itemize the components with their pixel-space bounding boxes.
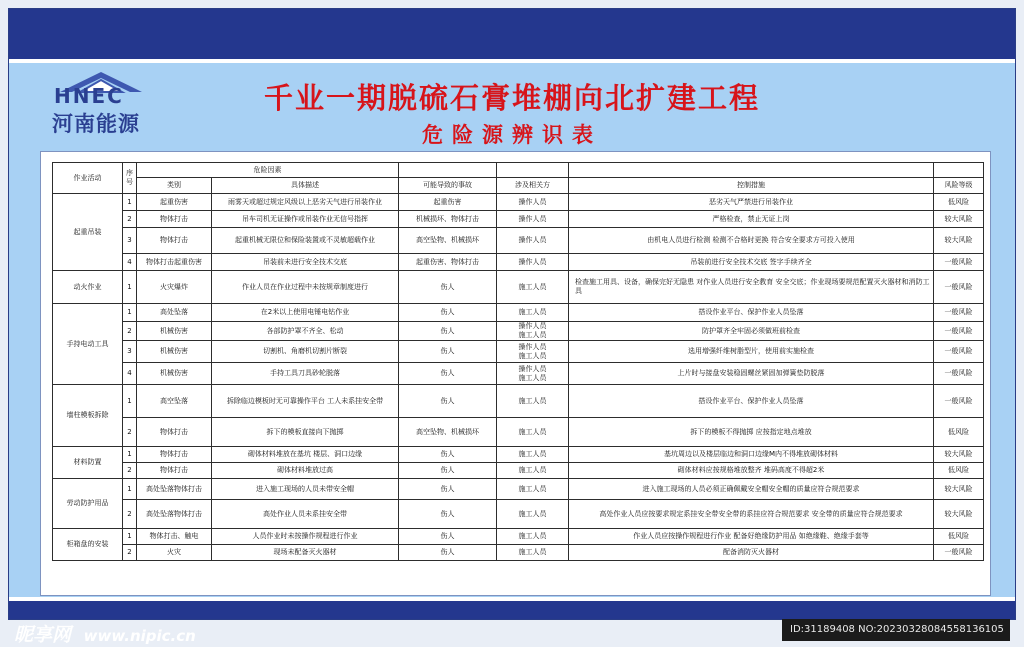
activity-cell: 墙柱模板拆除 — [53, 385, 123, 447]
accident-cell: 高空坠物、机械损坏 — [399, 418, 497, 447]
table-row — [53, 341, 984, 363]
accident-cell: 伤人 — [399, 463, 497, 479]
seq-cell: 3 — [123, 228, 137, 254]
accident-cell: 伤人 — [399, 271, 497, 304]
level-cell: 较大风险 — [934, 479, 984, 500]
table-row — [53, 385, 984, 418]
accident-cell: 伤人 — [399, 529, 497, 545]
header-blank — [934, 163, 984, 178]
accident-cell: 伤人 — [399, 363, 497, 385]
personnel-cell: 施工人员 — [497, 529, 569, 545]
level-cell: 一般风险 — [934, 545, 984, 561]
accident-cell: 伤人 — [399, 322, 497, 341]
seq-cell: 2 — [123, 322, 137, 341]
category-cell: 物体打击 — [137, 447, 212, 463]
level-cell: 较大风险 — [934, 500, 984, 529]
personnel-cell: 施工人员 — [497, 479, 569, 500]
accident-cell: 伤人 — [399, 545, 497, 561]
category-cell: 火灾爆炸 — [137, 271, 212, 304]
control-cell: 检查施工用具、设备，确保完好无隐患 对作业人员进行安全教育 安全交底；作业现场要规范配置灭火器材和消防工具 — [569, 271, 934, 304]
page-title: 千业一期脱硫石膏堆棚向北扩建工程 — [263, 81, 760, 115]
table-row — [53, 211, 984, 228]
control-cell: 恶劣天气严禁进行吊装作业 — [569, 194, 934, 211]
accident-cell: 伤人 — [399, 304, 497, 322]
table-row — [53, 529, 984, 545]
logo-letters: HNEC — [54, 84, 124, 108]
watermark-site-name: 昵享网 — [14, 624, 72, 646]
header-activity: 作业活动 — [53, 163, 123, 194]
personnel-cell: 操作人员 — [497, 194, 569, 211]
header-row-2 — [53, 178, 984, 194]
control-cell: 搭设作业平台、保护作业人员坠落 — [569, 385, 934, 418]
seq-cell: 1 — [123, 529, 137, 545]
control-cell: 高处作业人员应按要求规定系挂安全带安全带的系挂应符合规范要求 安全带的质量应符合规范要求 — [569, 500, 934, 529]
description-cell: 在2米以上使用电锤电钻作业 — [212, 304, 399, 322]
table-row — [53, 545, 984, 561]
description-cell: 拆除临边模板时无可靠操作平台 工人未系挂安全带 — [212, 385, 399, 418]
personnel-cell: 施工人员 — [497, 418, 569, 447]
control-cell: 吊装前进行安全技术交底 签字手续齐全 — [569, 254, 934, 271]
top-band — [9, 9, 1015, 59]
seq-cell: 2 — [123, 463, 137, 479]
control-cell: 拆下的模板不得抛掷 应按指定地点堆放 — [569, 418, 934, 447]
seq-cell: 1 — [123, 385, 137, 418]
description-cell: 砌体材料堆放过高 — [212, 463, 399, 479]
description-cell: 手持工具刀具砂轮脱落 — [212, 363, 399, 385]
header-seq: 序号 — [123, 163, 137, 194]
personnel-cell: 施工人员 — [497, 271, 569, 304]
accident-cell: 伤人 — [399, 385, 497, 418]
seq-cell: 1 — [123, 271, 137, 304]
table-row — [53, 363, 984, 385]
header-level: 风险等级 — [934, 178, 984, 194]
personnel-cell: 操作人员 — [497, 228, 569, 254]
description-cell: 切割机、角磨机切割片断裂 — [212, 341, 399, 363]
activity-cell: 材料防置 — [53, 447, 123, 479]
seq-cell: 1 — [123, 479, 137, 500]
watermark — [14, 620, 196, 647]
header-accident: 可能导致的事故 — [399, 178, 497, 194]
description-cell: 起重机械无限位和保险装置或不灵敏超载作业 — [212, 228, 399, 254]
seq-cell: 2 — [123, 545, 137, 561]
seq-cell: 1 — [123, 194, 137, 211]
logo-chinese-name: 河南能源 — [52, 112, 140, 136]
level-cell: 一般风险 — [934, 271, 984, 304]
description-cell: 砌体材料堆放在基坑 楼层、洞口边缘 — [212, 447, 399, 463]
level-cell: 一般风险 — [934, 341, 984, 363]
accident-cell: 伤人 — [399, 500, 497, 529]
personnel-cell: 施工人员 — [497, 385, 569, 418]
table-row — [53, 322, 984, 341]
table-row — [53, 304, 984, 322]
category-cell: 物体打击 — [137, 418, 212, 447]
table-row — [53, 500, 984, 529]
category-cell: 物体打击 — [137, 463, 212, 479]
personnel-cell: 施工人员 — [497, 447, 569, 463]
control-cell: 防护罩齐全牢固必须做班前检查 — [569, 322, 934, 341]
personnel-cell: 施工人员 — [497, 545, 569, 561]
seq-cell: 2 — [123, 500, 137, 529]
control-cell: 砌体材料应按规格堆放整齐 堆码高度不得超2米 — [569, 463, 934, 479]
page-subtitle: 危险源辨识表 — [422, 123, 602, 147]
seq-cell: 2 — [123, 211, 137, 228]
category-cell: 高处坠落 — [137, 304, 212, 322]
hazard-table — [52, 162, 984, 561]
level-cell: 较大风险 — [934, 211, 984, 228]
activity-cell: 劳动防护用品 — [53, 479, 123, 529]
accident-cell: 伤人 — [399, 447, 497, 463]
level-cell: 一般风险 — [934, 322, 984, 341]
header-blank — [569, 163, 934, 178]
level-cell: 一般风险 — [934, 254, 984, 271]
table-panel — [40, 151, 991, 596]
category-cell: 机械伤害 — [137, 341, 212, 363]
level-cell: 一般风险 — [934, 363, 984, 385]
table-row — [53, 271, 984, 304]
header-personnel: 涉及相关方 — [497, 178, 569, 194]
personnel-cell: 操作人员 施工人员 — [497, 363, 569, 385]
description-cell: 吊车司机无证操作或吊装作业无信号指挥 — [212, 211, 399, 228]
activity-cell: 手持电动工具 — [53, 304, 123, 385]
level-cell: 低风险 — [934, 463, 984, 479]
header-row-1 — [53, 163, 984, 178]
description-cell: 吊装前未进行安全技术交底 — [212, 254, 399, 271]
seq-cell: 1 — [123, 447, 137, 463]
level-cell: 较大风险 — [934, 447, 984, 463]
accident-cell: 高空坠物、机械损坏 — [399, 228, 497, 254]
description-cell: 进入施工现场的人员未带安全帽 — [212, 479, 399, 500]
control-cell: 基坑周边以及楼层临边和洞口边缘M内不得堆放砌体材料 — [569, 447, 934, 463]
description-cell: 作业人员在作业过程中未按规章制度进行 — [212, 271, 399, 304]
header-blank — [497, 163, 569, 178]
table-row — [53, 463, 984, 479]
table-row — [53, 194, 984, 211]
table-row — [53, 418, 984, 447]
personnel-cell: 操作人员 施工人员 — [497, 341, 569, 363]
control-cell: 作业人员应按操作规程进行作业 配备好绝缘防护用品 如绝缘鞋、绝缘手套等 — [569, 529, 934, 545]
level-cell: 低风险 — [934, 194, 984, 211]
personnel-cell: 施工人员 — [497, 304, 569, 322]
control-cell: 选用增强纤维树脂型片，使用前实施检查 — [569, 341, 934, 363]
category-cell: 物体打击、触电 — [137, 529, 212, 545]
seq-cell: 3 — [123, 341, 137, 363]
table-row — [53, 254, 984, 271]
accident-cell: 起重伤害、物体打击 — [399, 254, 497, 271]
level-cell: 较大风险 — [934, 228, 984, 254]
category-cell: 高处坠落物体打击 — [137, 479, 212, 500]
accident-cell: 伤人 — [399, 341, 497, 363]
table-row — [53, 228, 984, 254]
category-cell: 机械伤害 — [137, 322, 212, 341]
category-cell: 物体打击 — [137, 228, 212, 254]
category-cell: 物体打击起重伤害 — [137, 254, 212, 271]
table-row — [53, 447, 984, 463]
category-cell: 物体打击 — [137, 211, 212, 228]
description-cell: 拆下的模板直接向下抛掷 — [212, 418, 399, 447]
category-cell: 高空坠落 — [137, 385, 212, 418]
accident-cell: 起重伤害 — [399, 194, 497, 211]
header-control: 控制措施 — [569, 178, 934, 194]
table-row — [53, 479, 984, 500]
seq-cell: 1 — [123, 304, 137, 322]
personnel-cell: 操作人员 施工人员 — [497, 322, 569, 341]
header-description: 具体描述 — [212, 178, 399, 194]
category-cell: 机械伤害 — [137, 363, 212, 385]
watermark-url: www.nipic.cn — [83, 627, 196, 645]
personnel-cell: 操作人员 — [497, 254, 569, 271]
seq-cell: 4 — [123, 254, 137, 271]
personnel-cell: 施工人员 — [497, 463, 569, 479]
description-cell: 现场未配备灭火器材 — [212, 545, 399, 561]
control-cell: 进入施工现场的人员必须正确佩戴安全帽安全帽的质量应符合规范要求 — [569, 479, 934, 500]
category-cell: 起重伤害 — [137, 194, 212, 211]
control-cell: 搭设作业平台、保护作业人员坠落 — [569, 304, 934, 322]
header-blank — [399, 163, 497, 178]
level-cell: 低风险 — [934, 529, 984, 545]
seq-cell: 2 — [123, 418, 137, 447]
description-cell: 各部防护罩不齐全、松动 — [212, 322, 399, 341]
level-cell: 一般风险 — [934, 385, 984, 418]
header-category: 类别 — [137, 178, 212, 194]
image-id-strip: ID:31189408 NO:20230328084558136105 — [782, 619, 1010, 641]
level-cell: 低风险 — [934, 418, 984, 447]
activity-cell: 柜箱盘的安装 — [53, 529, 123, 561]
level-cell: 一般风险 — [934, 304, 984, 322]
personnel-cell: 操作人员 — [497, 211, 569, 228]
seq-cell: 4 — [123, 363, 137, 385]
description-cell: 高处作业人员未系挂安全带 — [212, 500, 399, 529]
category-cell: 高处坠落物体打击 — [137, 500, 212, 529]
accident-cell: 机械损坏、物体打击 — [399, 211, 497, 228]
control-cell: 上片时与接盘安装稳固螺丝紧固加弹簧垫防脱落 — [569, 363, 934, 385]
activity-cell: 起重吊装 — [53, 194, 123, 271]
description-cell: 雨雾天或超过规定风级以上恶劣天气进行吊装作业 — [212, 194, 399, 211]
control-cell: 由机电人员进行检测 检测不合格时更换 符合安全要求方可投入使用 — [569, 228, 934, 254]
control-cell: 严格检查，禁止无证上岗 — [569, 211, 934, 228]
control-cell: 配备消防灭火器材 — [569, 545, 934, 561]
description-cell: 人员作业时未按操作规程进行作业 — [212, 529, 399, 545]
bottom-band — [9, 601, 1015, 619]
category-cell: 火灾 — [137, 545, 212, 561]
header-factor: 危险因素 — [137, 163, 399, 178]
personnel-cell: 施工人员 — [497, 500, 569, 529]
accident-cell: 伤人 — [399, 479, 497, 500]
activity-cell: 动火作业 — [53, 271, 123, 304]
